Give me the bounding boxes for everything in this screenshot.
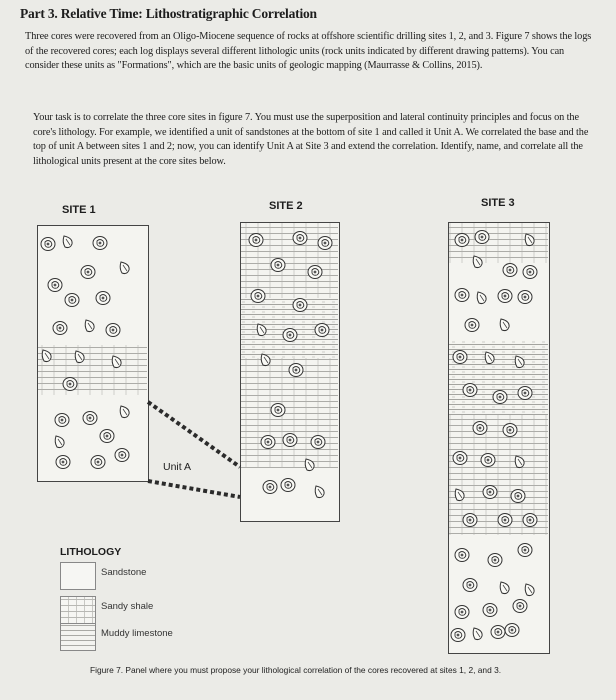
unit-a-base-correlation bbox=[148, 481, 240, 497]
unit-a-top-correlation bbox=[148, 402, 240, 467]
site2-shale-mid bbox=[241, 358, 338, 468]
site1-shale-band bbox=[38, 345, 147, 395]
unit-a-label: Unit A bbox=[163, 461, 192, 473]
site-1-label: SITE 1 bbox=[62, 204, 96, 216]
muddy-limestone-swatch bbox=[60, 623, 96, 651]
sandstone-label: Sandstone bbox=[101, 567, 147, 578]
section-title: Part 3. Relative Time: Lithostratigraphic Correlation bbox=[20, 6, 317, 21]
intro-paragraph: Three cores were recovered from an Oligo-Miocene sequence of rocks at offshore scientific drilling sites 1, 2, and 3. Figure 7 shows the logs of the recovered cores; each log displays several different lithologic units (rock units indicated by different drawing patterns). You can consider these units as "Formations", which are the basic units of geologic mapping (Maurrasse & Collins, 2015). bbox=[25, 31, 592, 72]
sandy-shale-swatch bbox=[60, 596, 96, 624]
task-paragraph: Your task is to correlate the three core sites in figure 7. You must use the superposition and lateral continuity principles and focus on the core's lithology. For example, we identified a unit of sandstones at the bottom of site 1 and called it Unit A. We correlated the base and the top of unit A between sites 1 and 2; now, you can identify Unit A at Site 3 and extend the correlation. Identify, name, and correlate all the lithological units present at the core sites below. bbox=[33, 112, 589, 167]
lithology-legend-title: LITHOLOGY bbox=[60, 546, 122, 558]
sandy-shale-label: Sandy shale bbox=[101, 601, 154, 612]
site-3-label: SITE 3 bbox=[481, 197, 515, 209]
muddy-limestone-label: Muddy limestone bbox=[101, 628, 173, 639]
figure-caption: Figure 7. Panel where you must propose your lithological correlation of the cores recovered at sites 1, 2, and 3. bbox=[90, 665, 502, 675]
sandstone-swatch bbox=[60, 562, 96, 590]
site-2-label: SITE 2 bbox=[269, 200, 303, 212]
